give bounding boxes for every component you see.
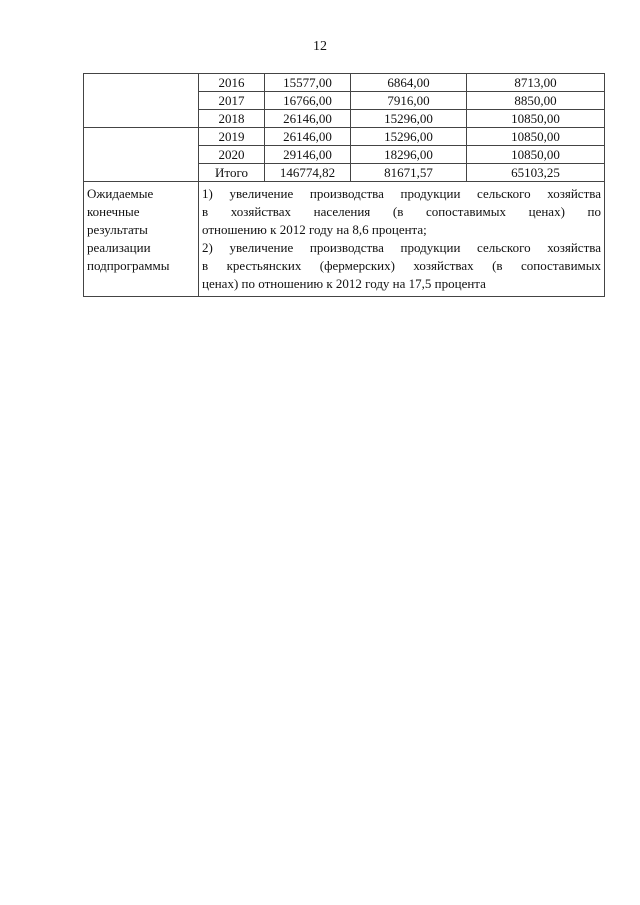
- value-cell: 8850,00: [467, 92, 605, 110]
- value-cell: 18296,00: [351, 146, 467, 164]
- page-number: 12: [313, 39, 327, 54]
- results-line: отношению к 2012 году на 8,6 процента;: [202, 222, 427, 237]
- results-line: в хозяйствах населения (в сопоставимых ценах) по: [202, 204, 601, 219]
- total-cell: 15577,00: [265, 74, 351, 92]
- table-row: [84, 128, 605, 146]
- blank-cell: [84, 74, 199, 128]
- value-cell: 15296,00: [351, 128, 467, 146]
- results-label: [84, 182, 199, 297]
- year-cell: 2016: [199, 74, 265, 92]
- value-cell: 81671,57: [351, 164, 467, 182]
- results-line: 2) увеличение производства продукции сельского хозяйства: [202, 240, 601, 255]
- total-cell: 26146,00: [265, 128, 351, 146]
- value-cell: 65103,25: [467, 164, 605, 182]
- table-row: [84, 74, 605, 92]
- results-text: [199, 182, 605, 297]
- results-row: [84, 182, 605, 297]
- label-line: результаты: [87, 222, 148, 237]
- label-line: подпрограммы: [87, 258, 170, 273]
- results-line: 1) увеличение производства продукции сельского хозяйства: [202, 186, 601, 201]
- value-cell: 7916,00: [351, 92, 467, 110]
- year-cell: 2018: [199, 110, 265, 128]
- results-line: ценах) по отношению к 2012 году на 17,5 процента: [202, 276, 486, 291]
- total-cell: 26146,00: [265, 110, 351, 128]
- value-cell: 15296,00: [351, 110, 467, 128]
- year-cell: 2019: [199, 128, 265, 146]
- year-cell: 2020: [199, 146, 265, 164]
- label-line: реализации: [87, 240, 151, 255]
- value-cell: 8713,00: [467, 74, 605, 92]
- total-cell: 16766,00: [265, 92, 351, 110]
- value-cell: 10850,00: [467, 146, 605, 164]
- year-cell: Итого: [199, 164, 265, 182]
- label-line: Ожидаемые: [87, 186, 154, 201]
- year-cell: 2017: [199, 92, 265, 110]
- total-cell: 146774,82: [265, 164, 351, 182]
- value-cell: 10850,00: [467, 128, 605, 146]
- label-line: конечные: [87, 204, 140, 219]
- results-line: в крестьянских (фермерских) хозяйствах (в сопоставимых: [202, 258, 601, 273]
- value-cell: 6864,00: [351, 74, 467, 92]
- value-cell: 10850,00: [467, 110, 605, 128]
- blank-cell: [84, 128, 199, 182]
- total-cell: 29146,00: [265, 146, 351, 164]
- funding-table: [83, 73, 605, 297]
